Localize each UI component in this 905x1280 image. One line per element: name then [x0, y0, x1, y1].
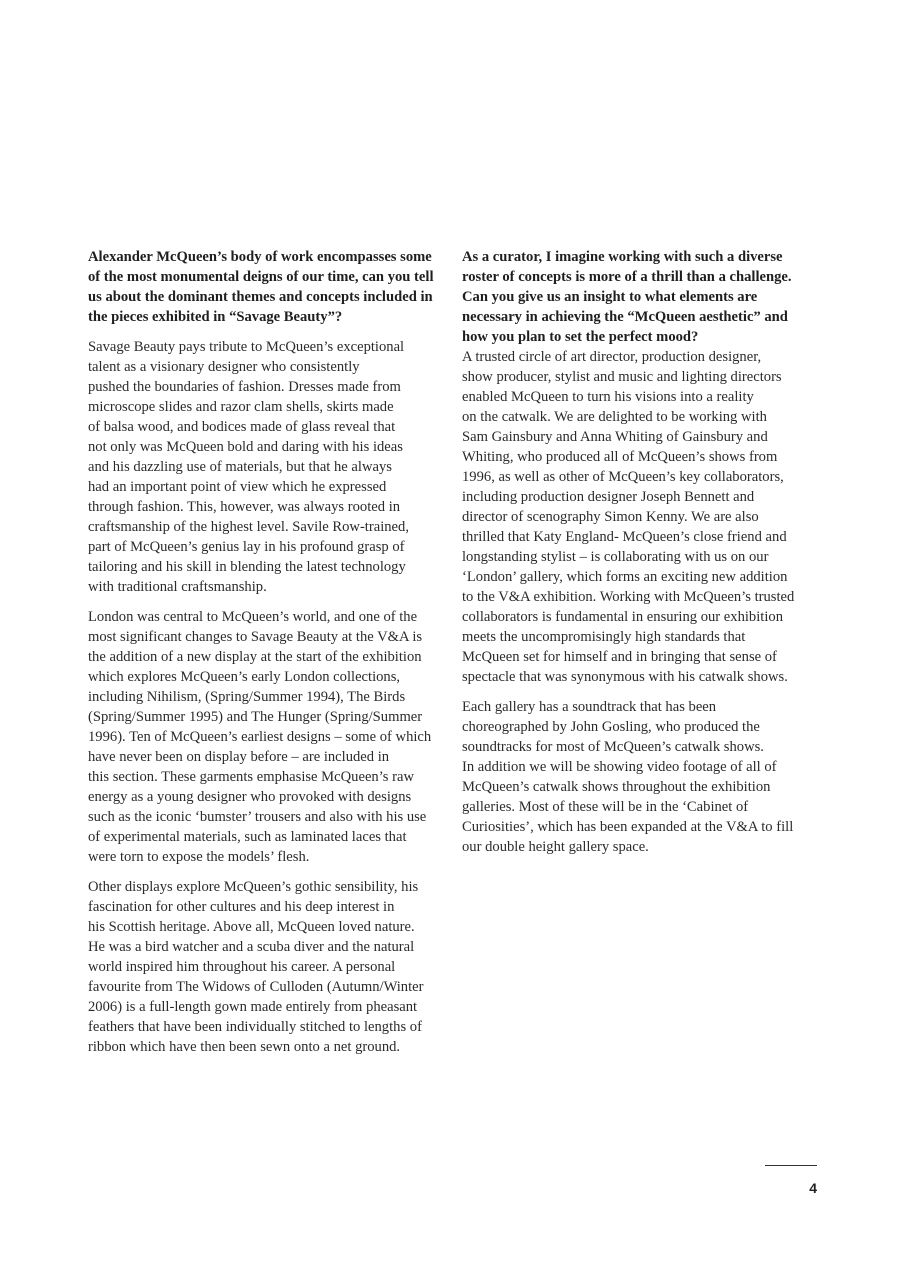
text-line: galleries. Most of these will be in the ‘Cabinet of	[462, 799, 749, 815]
text-line: feathers that have been individually stitched to lengths of	[88, 1019, 422, 1035]
text-line: of the most monumental deigns of our time, can you tell	[88, 269, 434, 285]
answer-paragraph	[88, 337, 458, 597]
text-line: talent as a visionary designer who consistently	[88, 359, 360, 375]
text-line: enabled McQueen to turn his visions into a reality	[462, 389, 754, 405]
text-line: McQueen’s catwalk shows throughout the exhibition	[462, 779, 771, 795]
text-line: Savage Beauty pays tribute to McQueen’s exceptional	[88, 339, 405, 355]
answer-paragraph	[462, 697, 832, 857]
text-line: how you plan to set the perfect mood?	[462, 329, 699, 345]
answer-paragraph	[88, 877, 458, 1057]
text-line: McQueen set for himself and in bringing that sense of	[462, 649, 777, 665]
text-line: his Scottish heritage. Above all, McQueen loved nature.	[88, 919, 415, 935]
text-line: Curiosities’, which has been expanded at the V&A to fill	[462, 819, 794, 835]
text-line: our double height gallery space.	[462, 839, 649, 855]
text-line: spectacle that was synonymous with his catwalk shows.	[462, 669, 788, 685]
text-line: of balsa wood, and bodices made of glass reveal that	[88, 419, 396, 435]
text-line: (Spring/Summer 1995) and The Hunger (Spring/Summer	[88, 709, 423, 725]
text-line: most significant changes to Savage Beauty at the V&A is	[88, 629, 423, 645]
text-line: us about the dominant themes and concepts included in	[88, 289, 433, 305]
text-line: Each gallery has a soundtrack that has been	[462, 699, 717, 715]
text-line: Sam Gainsbury and Anna Whiting of Gainsbury and	[462, 429, 768, 445]
text-line: 1996). Ten of McQueen’s earliest designs – some of which	[88, 729, 432, 745]
text-line: world inspired him throughout his career. A personal	[88, 959, 396, 975]
text-line: to the V&A exhibition. Working with McQueen’s trusted	[462, 589, 795, 605]
text-line: on the catwalk. We are delighted to be working with	[462, 409, 767, 425]
text-line: thrilled that Katy England- McQueen’s close friend and	[462, 529, 787, 545]
text-line: the addition of a new display at the start of the exhibition	[88, 649, 422, 665]
interview-question	[462, 247, 832, 347]
text-line: 1996, as well as other of McQueen’s key collaborators,	[462, 469, 784, 485]
text-line: through fashion. This, however, was always rooted in	[88, 499, 401, 515]
text-line: As a curator, I imagine working with such a diverse	[462, 249, 783, 265]
text-line: were torn to expose the models’ flesh.	[88, 849, 310, 865]
text-line: Alexander McQueen’s body of work encompasses some	[88, 249, 432, 265]
text-line: choreographed by John Gosling, who produced the	[462, 719, 760, 735]
text-line: favourite from The Widows of Culloden (Autumn/Winter	[88, 979, 424, 995]
text-line: soundtracks for most of McQueen’s catwalk shows.	[462, 739, 764, 755]
left-column	[88, 247, 458, 1067]
text-line: In addition we will be showing video footage of all of	[462, 759, 777, 775]
right-column	[462, 247, 832, 867]
text-line: Whiting, who produced all of McQueen’s shows from	[462, 449, 778, 465]
text-line: the pieces exhibited in “Savage Beauty”?	[88, 309, 343, 325]
text-line: and his dazzling use of materials, but that he always	[88, 459, 392, 475]
page-number: 4	[809, 1180, 817, 1196]
text-line: show producer, stylist and music and lighting directors	[462, 369, 782, 385]
text-line: Other displays explore McQueen’s gothic sensibility, his	[88, 879, 419, 895]
text-line: ribbon which have then been sewn onto a net ground.	[88, 1039, 401, 1055]
answer-paragraph	[88, 607, 458, 867]
text-line: craftsmanship of the highest level. Savile Row-trained,	[88, 519, 409, 535]
text-line: which explores McQueen’s early London collections,	[88, 669, 401, 685]
text-line: pushed the boundaries of fashion. Dresses made from	[88, 379, 401, 395]
text-line: including Nihilism, (Spring/Summer 1994), The Birds	[88, 689, 406, 705]
text-line: with traditional craftsmanship.	[88, 579, 267, 595]
text-line: director of scenography Simon Kenny. We are also	[462, 509, 759, 525]
text-line: London was central to McQueen’s world, and one of the	[88, 609, 418, 625]
text-line: of experimental materials, such as laminated laces that	[88, 829, 407, 845]
text-line: He was a bird watcher and a scuba diver and the natural	[88, 939, 415, 955]
text-line: roster of concepts is more of a thrill than a challenge.	[462, 269, 792, 285]
text-line: collaborators is fundamental in ensuring our exhibition	[462, 609, 783, 625]
text-line: including production designer Joseph Bennett and	[462, 489, 755, 505]
text-line: had an important point of view which he expressed	[88, 479, 387, 495]
text-line: meets the uncompromisingly high standards that	[462, 629, 746, 645]
text-line: ‘London’ gallery, which forms an exciting new addition	[462, 569, 788, 585]
text-line: such as the iconic ‘bumster’ trousers and also with his use	[88, 809, 427, 825]
text-line: have never been on display before – are included in	[88, 749, 390, 765]
text-line: energy as a young designer who provoked with designs	[88, 789, 412, 805]
text-line: microscope slides and razor clam shells, skirts made	[88, 399, 394, 415]
text-line: this section. These garments emphasise McQueen’s raw	[88, 769, 414, 785]
text-line: necessary in achieving the “McQueen aesthetic” and	[462, 309, 788, 325]
interview-question	[88, 247, 458, 327]
text-line: fascination for other cultures and his deep interest in	[88, 899, 395, 915]
text-line: longstanding stylist – is collaborating with us on our	[462, 549, 769, 565]
text-line: 2006) is a full-length gown made entirely from pheasant	[88, 999, 418, 1015]
footer-rule	[765, 1165, 817, 1166]
answer-paragraph	[462, 347, 832, 687]
text-line: not only was McQueen bold and daring with his ideas	[88, 439, 403, 455]
text-line: A trusted circle of art director, production designer,	[462, 349, 762, 365]
text-line: tailoring and his skill in blending the latest technology	[88, 559, 406, 575]
text-line: part of McQueen’s genius lay in his profound grasp of	[88, 539, 405, 555]
text-line: Can you give us an insight to what elements are	[462, 289, 758, 305]
